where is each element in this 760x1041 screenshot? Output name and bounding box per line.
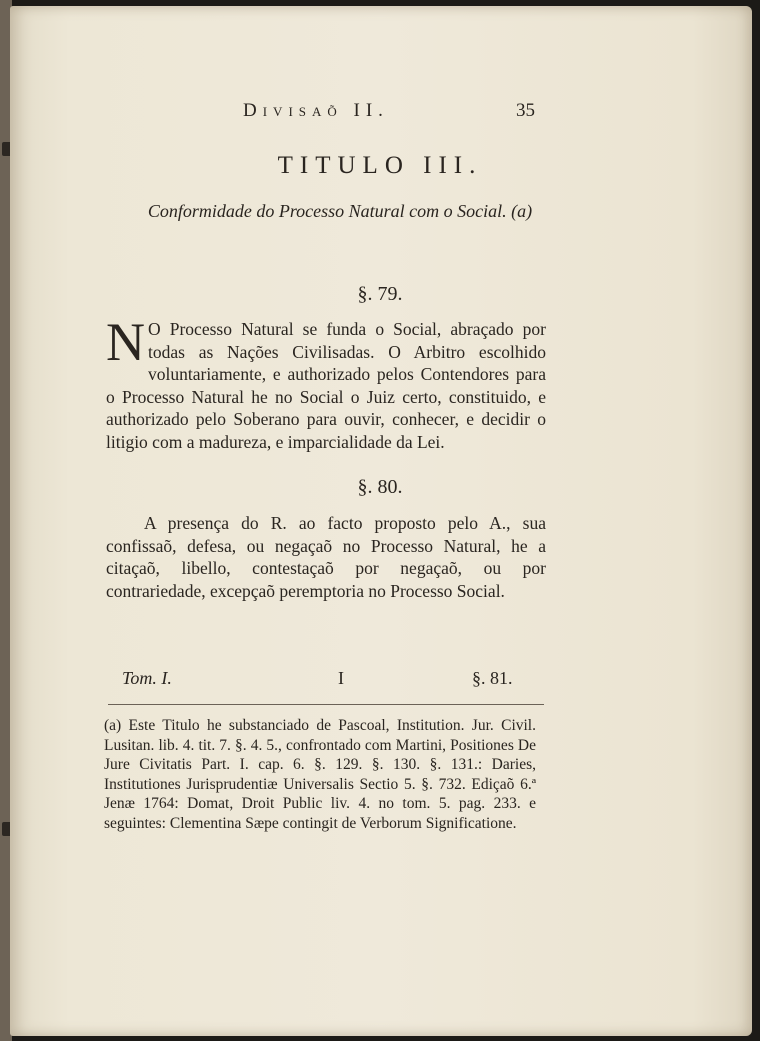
signature-mark: I (338, 668, 344, 688)
footnote-rule (108, 704, 544, 705)
chapter-subtitle: Conformidade do Processo Natural com o Social. (a) (147, 201, 533, 221)
section-79-paragraph (106, 312, 546, 453)
page-number: 35 (516, 100, 535, 121)
section-80-paragraph (106, 512, 546, 602)
section-heading-80: §. 80. (357, 476, 403, 498)
page-header (0, 92, 760, 132)
section-heading-79: §. 79. (357, 283, 403, 305)
catchword: §. 81. (472, 668, 513, 688)
drop-cap: N (106, 312, 142, 372)
chapter-title: TITULO III. (277, 152, 483, 179)
footnote: (a) Este Titulo he substanciado de Pascoal, Institution. Jur. Civil. Lusitan. lib. 4. tit. 7. §. 4. 5., confrontado com Martini, Positiones De Jure Civitatis Part. I. cap. 6. §. 129. §. 130. §. 131.: Daries, Institutiones Jurisprudentiæ Universalis Sectio 5. §. 732. Ediçaõ 6.ª Jenæ 1764: Domat, Droit Public liv. 4. no tom. 5. pag. 233. e seguintes: Clementina Sæpe contingit de Verborum Significatione. (104, 717, 536, 832)
volume-mark: Tom. I. (122, 668, 172, 688)
section-79-text: O Processo Natural se funda o Social, abraçado por todas as Nações Civilisadas. O Arbitro escolhido voluntariamente, e authorizado pelos Contendores para o Processo Natural he no Social o Juiz certo, constituido, e authorizado pelo Soberano para ouvir, conhecer, e decidir o litigio com a madureza, e imparcialidade da Lei. (106, 319, 546, 452)
running-head: Divisaõ II. (243, 100, 389, 121)
section-80-text: A presença do R. ao facto proposto pelo A., sua confissaõ, defesa, ou negaçaõ no Processo Natural, he a citaçaõ, libello, contestaçaõ por negaçaõ, ou por contrariedade, excepçaõ peremptoria no Processo Social. (106, 513, 546, 601)
